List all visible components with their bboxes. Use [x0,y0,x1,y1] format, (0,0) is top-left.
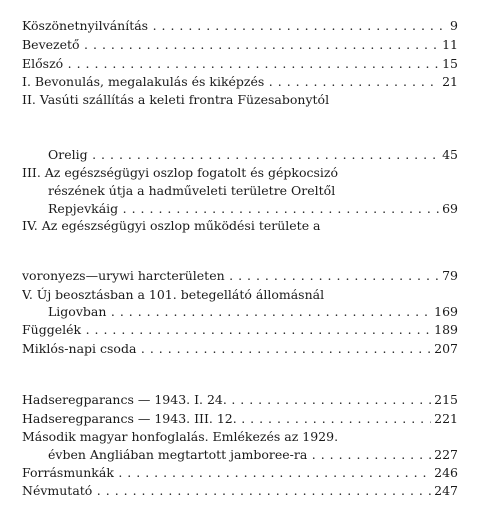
toc-entry-chapter-4 [0,217,478,235]
toc-entry-title: Repjevkáig [48,201,119,216]
toc-entry-page: 246 [431,464,458,482]
toc-entry-title: Orelig [48,147,88,162]
toc-entry-page: 45 [439,146,458,164]
toc-entry-title: III. Az egészségügyi oszlop fogatolt és gépkocsizó [22,165,339,180]
toc-entry-title: IV. Az egészségügyi oszlop működési területe a [22,218,321,233]
toc-entry-chapter-5-cont [0,303,478,321]
toc-entry-second-conquest-cont [0,446,478,464]
toc-entry-army-order-2 [0,410,478,428]
toc-entry-page: 21 [439,73,458,91]
toc-entry-title: Ligovban [48,304,107,319]
toc-entry-chapter-2 [0,91,478,109]
toc-entry-acknowledgements [0,17,478,35]
toc-entry-name-index [0,482,478,500]
toc-entry-page: 79 [439,267,458,285]
toc-entry-page: 247 [431,482,458,500]
toc-entry-title: Köszönetnyilvánítás [22,18,149,33]
toc-entry-page: 15 [439,55,458,73]
toc-entry-title: Hadseregparancs — 1943. III. 12. [22,411,237,426]
toc-entry-preface [0,55,478,73]
toc-entry-appendix [0,321,478,339]
toc-entry-title: V. Új beosztásban a 101. betegellátó állomásnál [22,287,325,302]
toc-entry-title: Második magyar honfoglalás. Emlékezés az 1929. [22,429,339,444]
toc-entry-page: 169 [431,303,458,321]
toc-entry-chapter-1 [0,73,478,91]
toc-entry-introduction [0,36,478,54]
toc-entry-title: voronyezs—urywi harcterületen [22,268,225,283]
toc-entry-page: 189 [431,321,458,339]
toc-entry-chapter-2-cont [0,146,478,164]
toc-entry-title: Forrásmunkák [22,465,114,480]
toc-entry-chapter-3 [0,164,478,182]
toc-entry-title: Bevezető [22,37,80,52]
toc-entry-page: 221 [431,410,458,428]
toc-entry-chapter-3-cont [0,200,478,218]
toc-entry-page: 215 [431,391,458,409]
toc-entry-page: 11 [439,36,458,54]
toc-entry-page: 69 [439,200,458,218]
toc-entry-chapter-3-line-2 [0,182,478,200]
toc-entry-miklos-napi-csoda [0,340,478,358]
toc-entry-second-conquest [0,428,478,446]
toc-entry-chapter-4-cont [0,267,478,285]
toc-entry-page: 207 [431,340,458,358]
toc-entry-title: Miklós-napi csoda [22,341,137,356]
toc-entry-title: Névmutató [22,483,93,498]
toc-entry-title: Függelék [22,322,82,337]
toc-entry-sources [0,464,478,482]
toc-entry-title: részének útja a hadműveleti területre Oreltől [48,183,336,198]
toc-entry-title: I. Bevonulás, megalakulás és kiképzés [22,74,265,89]
toc-entry-page: 9 [447,17,458,35]
toc-entry-title: évben Angliában megtartott jamboree-ra [48,447,308,462]
toc-entry-army-order-1 [0,391,478,409]
toc-entry-page: 227 [431,446,458,464]
toc-entry-title: II. Vasúti szállítás a keleti frontra Füzesabonytól [22,92,330,107]
toc-entry-title: Hadseregparancs — 1943. I. 24. [22,392,227,407]
toc-entry-chapter-5 [0,286,478,304]
toc-entry-title: Előszó [22,56,64,71]
